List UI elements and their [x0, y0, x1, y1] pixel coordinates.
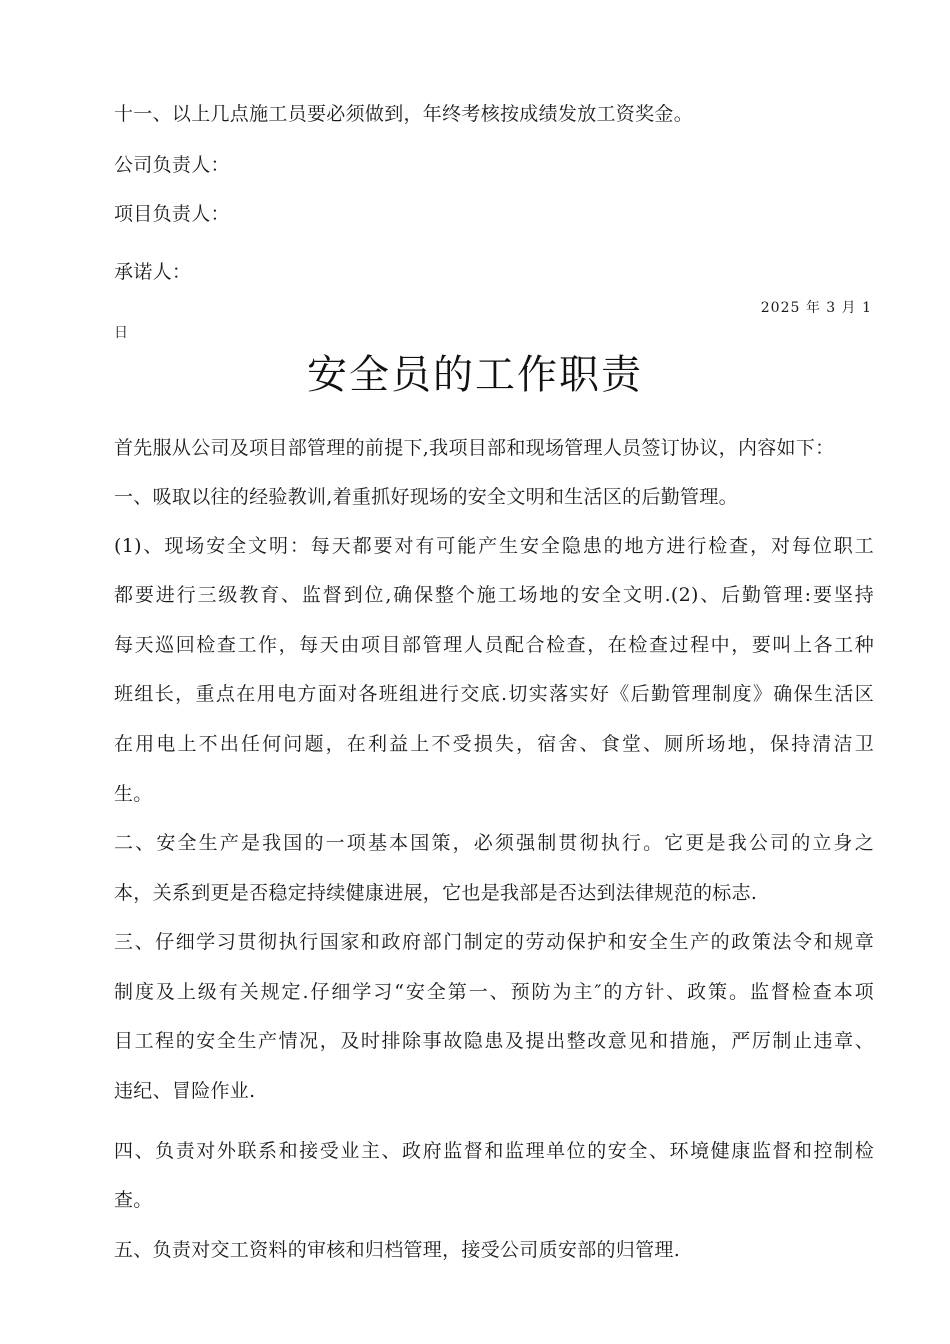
item-one-line: 在用电上不出任何问题，在利益上不受损失，宿舍、食堂、厕所场地，保持清洁卫	[114, 733, 874, 755]
company-head-label: 公司负责人：	[114, 154, 230, 176]
item-one-line: 生。	[114, 783, 153, 805]
project-head-label: 项目负责人：	[114, 203, 230, 225]
item-one-heading: 一、吸取以往的经验教训,着重抓好现场的安全文明和生活区的后勤管理。	[114, 486, 738, 508]
date-text: 2025 年 3 月 1	[760, 300, 872, 316]
item-four-line: 查。	[114, 1189, 153, 1211]
item-one-line: (1)、现场安全文明：每天都要对有可能产生安全隐患的地方进行检查，对每位职工	[114, 535, 874, 557]
date-tail-text: 日	[114, 325, 128, 341]
item-two-line: 本，关系到更是否稳定持续健康进展，它也是我部是否达到法律规范的标志.	[114, 882, 758, 904]
item-one-line: 班组长，重点在用电方面对各班组进行交底.切实落实好《后勤管理制度》确保生活区	[114, 683, 874, 705]
item-three-line: 目工程的安全生产情况，及时排除事故隐患及提出整改意见和措施，严厉制止违章、	[114, 1030, 874, 1052]
item-three-line: 三、仔细学习贯彻执行国家和政府部门制定的劳动保护和安全生产的政策法令和规章	[114, 931, 874, 953]
item-five-line: 五、负责对交工资料的审核和归档管理，接受公司质安部的归管理.	[114, 1239, 681, 1261]
item-three-line: 违纪、冒险作业.	[114, 1080, 256, 1102]
item-four-line: 四、负责对外联系和接受业主、政府监督和监理单位的安全、环境健康监督和控制检	[114, 1140, 874, 1162]
item-one-line: 每天巡回检查工作，每天由项目部管理人员配合检查，在检查过程中，要叫上各工种	[114, 634, 874, 656]
promisor-label: 承诺人：	[114, 261, 192, 283]
item-eleven-text: 十一、以上几点施工员要必须做到，年终考核按成绩发放工资奖金。	[114, 103, 694, 125]
item-two-line: 二、安全生产是我国的一项基本国策，必须强制贯彻执行。它更是我公司的立身之	[114, 832, 874, 854]
intro-paragraph: 首先服从公司及项目部管理的前提下,我项目部和现场管理人员签订协议，内容如下：	[114, 437, 835, 459]
document-title: 安全员的工作职责	[307, 352, 643, 398]
item-one-line: 都要进行三级教育、监督到位,确保整个施工场地的安全文明.(2)、后勤管理:要坚持	[114, 584, 874, 606]
item-three-line: 制度及上级有关规定.仔细学习“安全第一、预防为主″的方针、政策。监督检查本项	[114, 981, 874, 1003]
